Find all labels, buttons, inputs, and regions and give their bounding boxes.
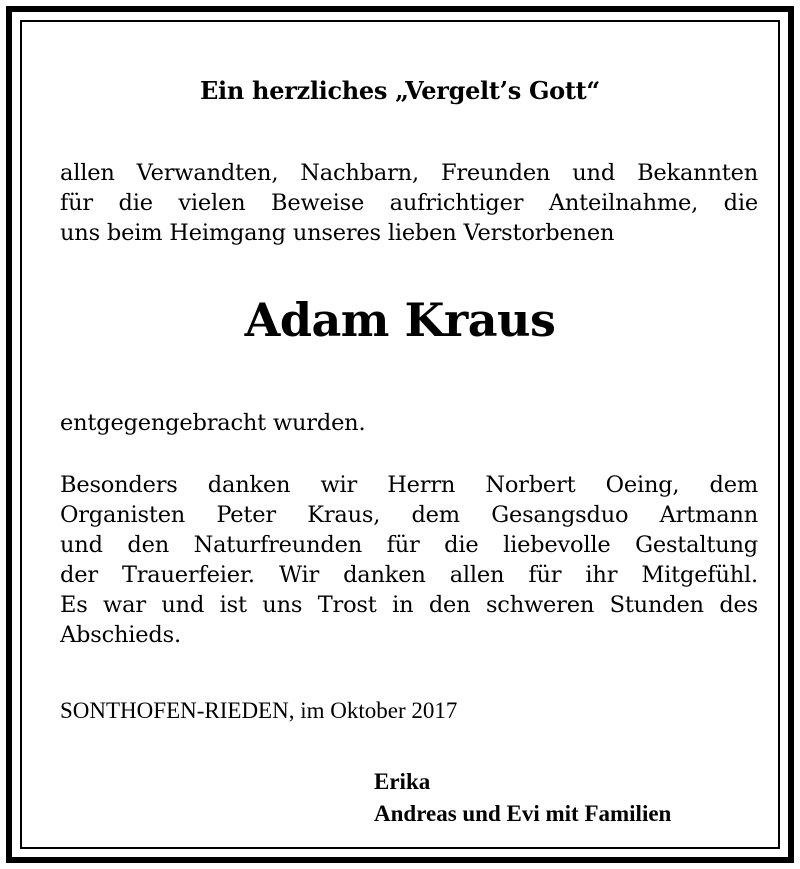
thanks-line: Besonders danken wir Herrn Norbert Oeing, dem — [60, 472, 758, 498]
thanks-line: und den Naturfreunden für die liebevolle Gestaltung — [60, 532, 758, 558]
intro-line: uns beim Heimgang unseres lieben Verstorbenen — [60, 220, 615, 246]
thanks-line: Abschieds. — [60, 622, 181, 648]
thanks-paragraph — [60, 470, 758, 650]
signer-name: Erika — [374, 769, 431, 794]
closing-line: entgegengebracht wurden. — [60, 410, 366, 436]
deceased-name: Adam Kraus — [244, 293, 556, 347]
intro-paragraph — [60, 158, 758, 248]
closing-paragraph — [60, 408, 758, 438]
thanks-line: Organisten Peter Kraus, dem Gesangsduo Artmann — [60, 502, 758, 528]
intro-line: allen Verwandten, Nachbarn, Freunden und Bekannten — [60, 160, 758, 186]
place-date: SONTHOFEN-RIEDEN, im Oktober 2017 — [60, 698, 458, 723]
thanks-line: Es war und ist uns Trost in den schweren Stunden des — [60, 592, 758, 618]
notice-border — [6, 6, 794, 863]
notice-heading: Ein herzliches „Vergelt’s Gott“ — [200, 76, 600, 105]
intro-line: für die vielen Beweise aufrichtiger Anteilnahme, die — [60, 190, 758, 216]
signer-name: Andreas und Evi mit Familien — [374, 801, 672, 826]
notice-inner-border — [20, 20, 780, 849]
signers — [374, 766, 671, 830]
thanks-line: der Trauerfeier. Wir danken allen für ihr Mitgefühl. — [60, 562, 758, 588]
